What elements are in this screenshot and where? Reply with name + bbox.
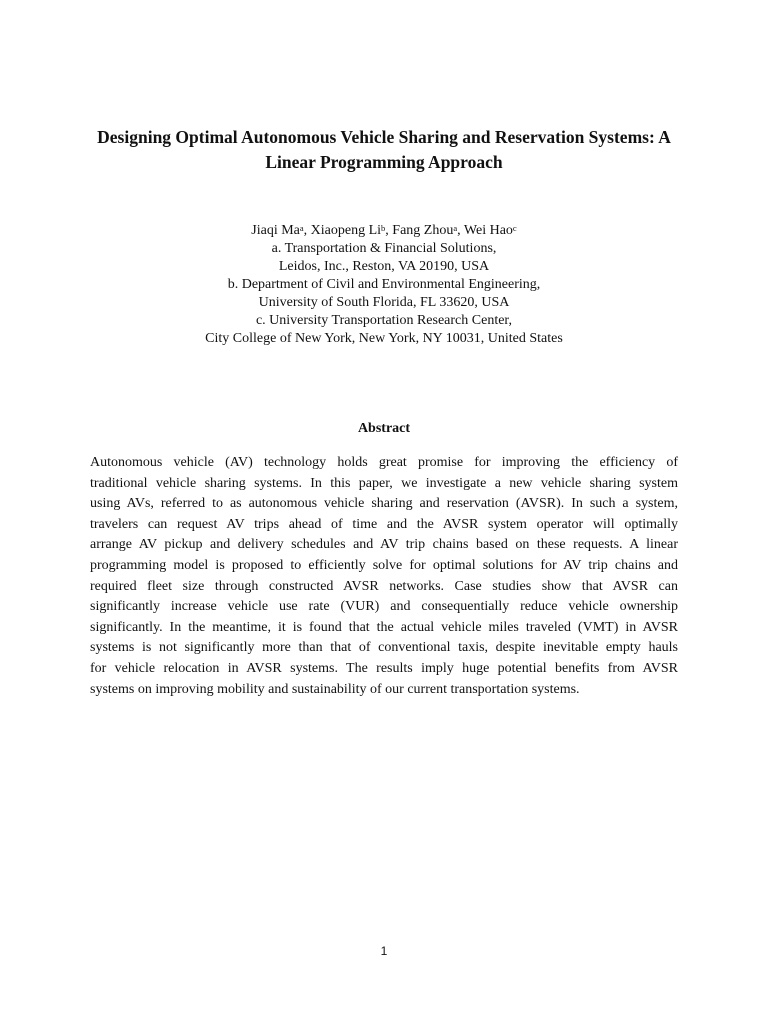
abstract-line: programming model is proposed to efficiently solve for optimal solutions for AV trip chains and	[90, 557, 678, 573]
title-line-2: Linear Programming Approach	[265, 152, 503, 172]
author-list	[60, 222, 708, 240]
author-affiliation-mark: b	[381, 223, 386, 233]
author-separator: ,	[385, 223, 393, 238]
author-separator: ,	[457, 223, 464, 238]
abstract-line: systems on improving mobility and sustainability of our current transportation systems.	[90, 681, 580, 697]
paper-title	[60, 125, 708, 175]
abstract-line: arrange AV pickup and delivery schedules and AV trip chains based on these requests. A linear	[90, 537, 678, 553]
author-name: Wei Hao	[463, 223, 513, 238]
affiliation-line: b. Department of Civil and Environmental Engineering,	[227, 277, 541, 292]
abstract-line: using AVs, referred to as autonomous vehicle sharing and reservation (AVSR). In such a system,	[90, 496, 678, 512]
abstract-line: travelers can request AV trips ahead of time and the AVSR system operator will optimally	[90, 516, 678, 532]
abstract-text	[90, 453, 678, 700]
abstract-line: traditional vehicle sharing systems. In this paper, we investigate a new vehicle sharing system	[90, 475, 678, 491]
title-line-1: Designing Optimal Autonomous Vehicle Sharing and Reservation Systems: A	[97, 127, 671, 147]
author-name: Fang Zhou	[392, 223, 454, 238]
author-block	[60, 222, 708, 348]
author-name: Xiaopeng Li	[310, 223, 382, 238]
abstract-line: Autonomous vehicle (AV) technology holds great promise for improving the efficiency of	[90, 455, 678, 470]
page-number: 1	[380, 944, 388, 958]
author-name: Jiaqi Ma	[251, 223, 300, 238]
affiliation-line: Leidos, Inc., Reston, VA 20190, USA	[278, 259, 490, 274]
abstract-line: systems is not significantly more than that of conventional taxis, despite inevitable empty hauls	[90, 640, 678, 656]
abstract-line: significantly. In the meantime, it is found that the actual vehicle miles traveled (VMT) in AVSR	[90, 619, 678, 635]
author-affiliation-mark: c	[512, 223, 517, 233]
author-affiliation-mark: a	[299, 223, 304, 233]
affiliation-line: City College of New York, New York, NY 10031, United States	[205, 331, 563, 346]
affiliation-line: University of South Florida, FL 33620, USA	[258, 295, 510, 310]
abstract-line: required fleet size through constructed AVSR networks. Case studies show that AVSR can	[90, 578, 678, 594]
author-affiliation-mark: a	[453, 223, 458, 233]
author-separator: ,	[303, 223, 311, 238]
abstract-line: significantly increase vehicle use rate (VUR) and consequentially reduce vehicle ownership	[90, 599, 678, 615]
affiliation-line: c. University Transportation Research Center,	[255, 313, 513, 328]
abstract-heading: Abstract	[357, 421, 411, 436]
affiliation-line: a. Transportation & Financial Solutions,	[271, 241, 497, 256]
abstract-line: for vehicle relocation in AVSR systems. The results imply huge potential benefits from AVSR	[90, 660, 678, 676]
